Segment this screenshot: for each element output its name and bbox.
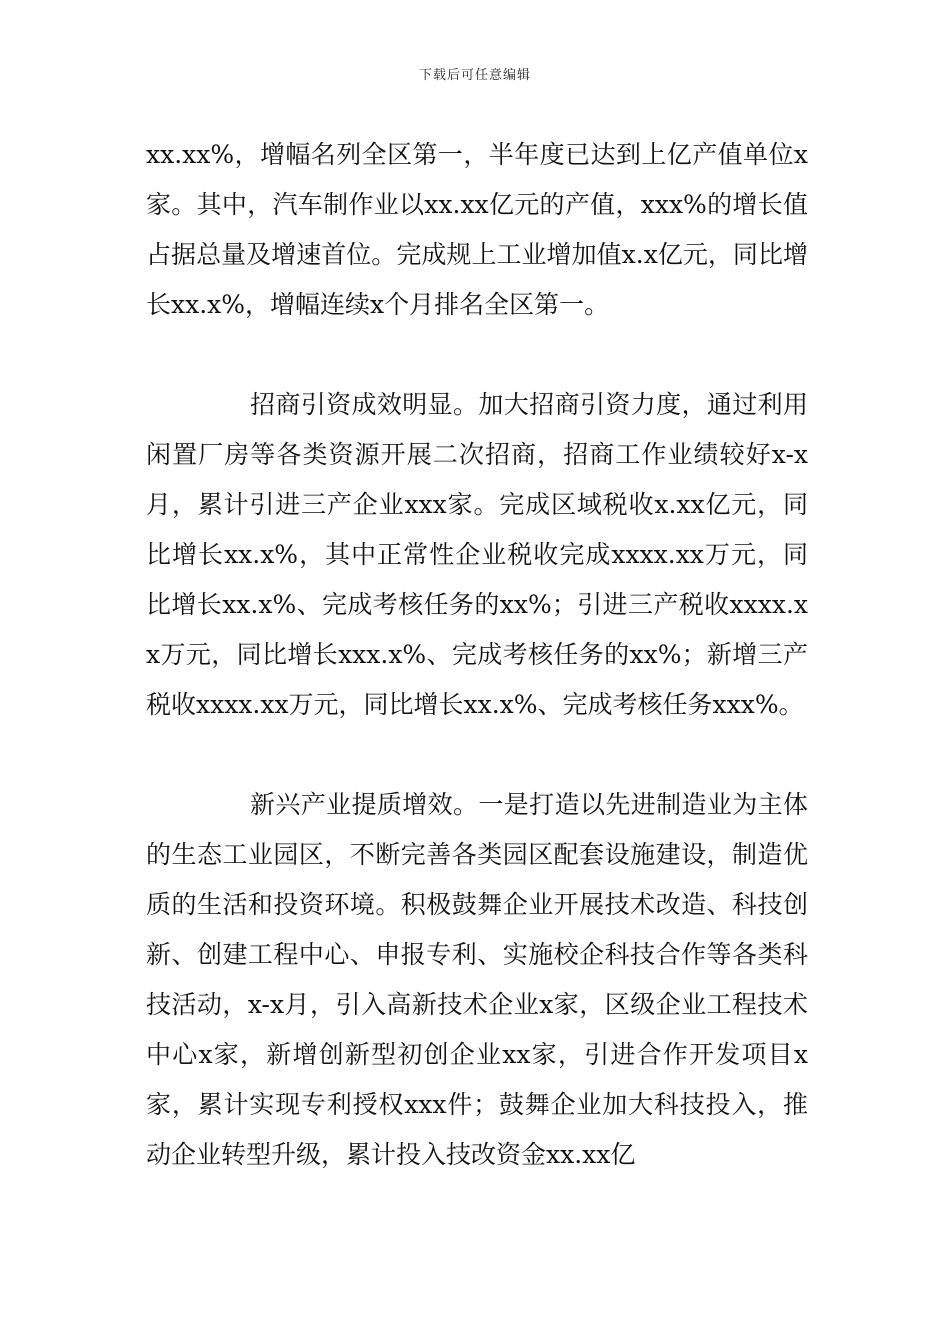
page-header: 下载后可任意编辑 (418, 68, 531, 83)
paragraph-industrial-output: xx.xx%，增幅名列全区第一，半年度已达到上亿产值单位x家。其中，汽车制作业以xx.xx亿元的产值，xxx%的增长值占据总量及增速首位。完成规上工业增加值x.x亿元，同比增长xx.x%，增幅连续x个月排名全区第一。 (146, 140, 808, 319)
document-body (146, 130, 808, 1180)
paragraph-emerging-industries: 新兴产业提质增效。一是打造以先进制造业为主体的生态工业园区，不断完善各类园区配套设施建设，制造优质的生活和投资环境。积极鼓舞企业开展技术改造、科技创新、创建工程中心、申报专利、实施校企科技合作等各类科技活动，x-x月，引入高新技术企业x家，区级企业工程技术中心x家，新增创新型初创企业xx家，引进合作开发项目x家，累计实现专利授权xxx件；鼓舞企业加大科技投入，推动企业转型升级，累计投入技改资金xx.xx亿 (146, 790, 808, 1169)
paragraph-investment-attraction: 招商引资成效明显。加大招商引资力度，通过利用闲置厂房等各类资源开展二次招商，招商工作业绩较好x-x月，累计引进三产企业xxx家。完成区域税收x.xx亿元，同比增长xx.x%，其中正常性企业税收完成xxxx.xx万元，同比增长xx.x%、完成考核任务的xx%；引进三产税收xxxx.xx万元，同比增长xxx.x%、完成考核任务的xx%；新增三产税收xxxx.xx万元，同比增长xx.x%、完成考核任务xxx%。 (146, 390, 808, 719)
